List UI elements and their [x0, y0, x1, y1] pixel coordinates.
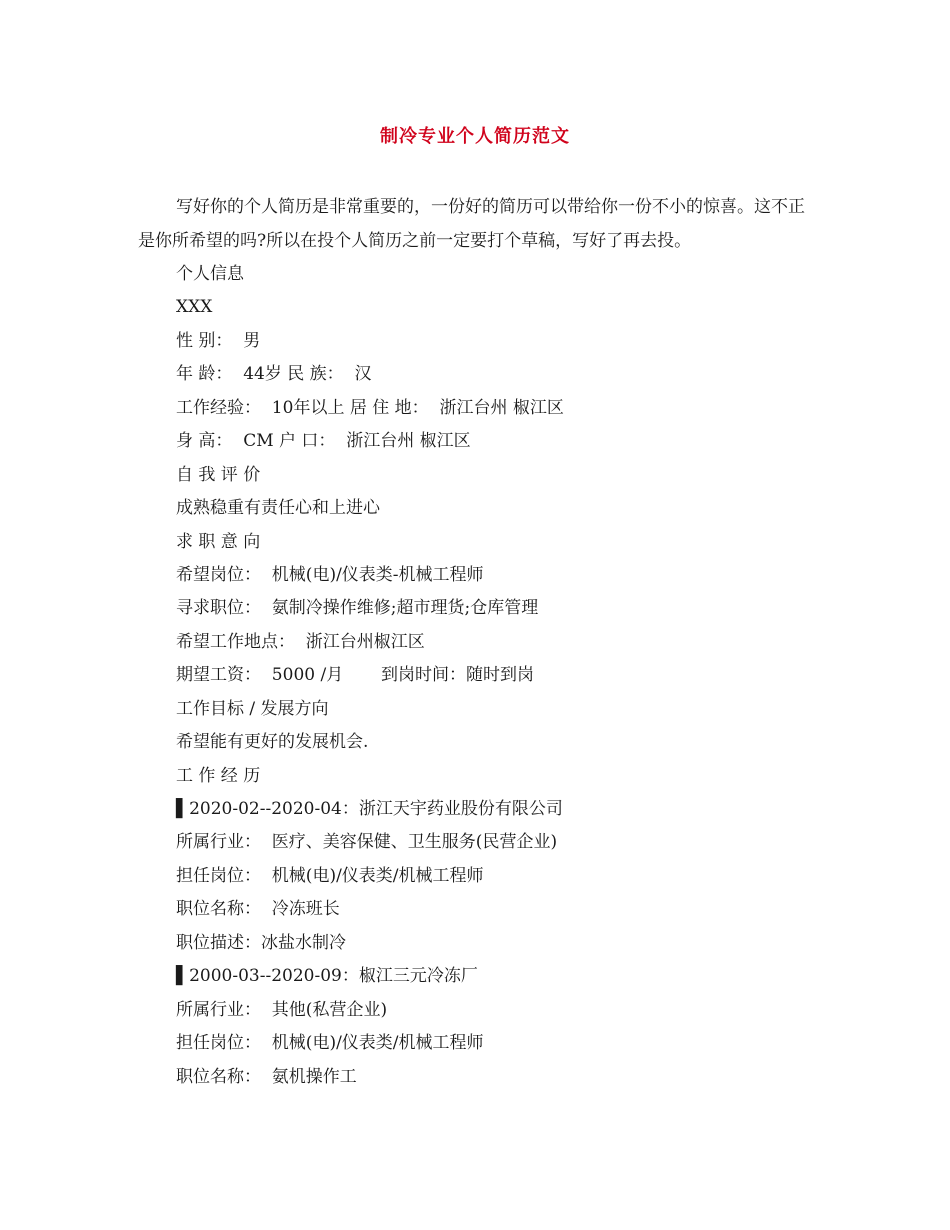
resume-line: 个人信息	[176, 264, 244, 284]
resume-line: 希望岗位： 机械(电)/仪表类-机械工程师	[176, 564, 484, 585]
resume-line: 工作经验： 10年以上 居 住 地： 浙江台州 椒江区	[176, 397, 564, 418]
resume-line: 身 高： CM 户 口： 浙江台州 椒江区	[176, 431, 471, 452]
resume-line: XXX	[176, 297, 213, 318]
resume-line: 职位名称： 氨机操作工	[176, 1066, 357, 1087]
resume-line: 期望工资： 5000 /月 到岗时间：随时到岗	[176, 665, 535, 686]
resume-line: 所属行业： 医疗、美容保健、卫生服务(民营企业)	[176, 832, 558, 853]
intro-paragraph: 写好你的个人简历是非常重要的，一份好的简历可以带给你一份不小的惊喜。这不正是你所希望的吗?所以在投个人简历之前一定要打个草稿，写好了再去投。	[138, 197, 805, 251]
resume-body	[176, 258, 856, 1094]
resume-line: 希望工作地点： 浙江台州椒江区	[176, 631, 425, 652]
resume-line: 自 我 评 价	[176, 464, 261, 485]
resume-line: 寻求职位： 氨制冷操作维修;超市理货;仓库管理	[176, 598, 539, 619]
resume-line: 职位名称： 冷冻班长	[176, 899, 340, 920]
resume-line: 担任岗位： 机械(电)/仪表类/机械工程师	[176, 865, 484, 886]
resume-line: 希望能有更好的发展机会.	[176, 732, 369, 753]
resume-line: ▌2020-02--2020-04：浙江天宇药业股份有限公司	[176, 799, 563, 819]
resume-line: 求 职 意 向	[176, 531, 261, 552]
resume-line: 工 作 经 历	[176, 765, 261, 786]
resume-line: 所属行业： 其他(私营企业)	[176, 999, 388, 1020]
resume-line: 职位描述：冰盐水制冷	[176, 932, 346, 953]
resume-line: 工作目标 / 发展方向	[176, 698, 329, 719]
resume-line: ▌2000-03--2020-09：椒江三元冷冻厂	[176, 966, 478, 987]
document-title: 制冷专业个人简历范文	[380, 126, 570, 147]
resume-line: 性 别： 男	[176, 330, 261, 351]
resume-line: 年 龄： 44岁 民 族： 汉	[176, 364, 372, 385]
resume-line: 担任岗位： 机械(电)/仪表类/机械工程师	[176, 1033, 484, 1054]
resume-line: 成熟稳重有责任心和上进心	[176, 498, 380, 519]
